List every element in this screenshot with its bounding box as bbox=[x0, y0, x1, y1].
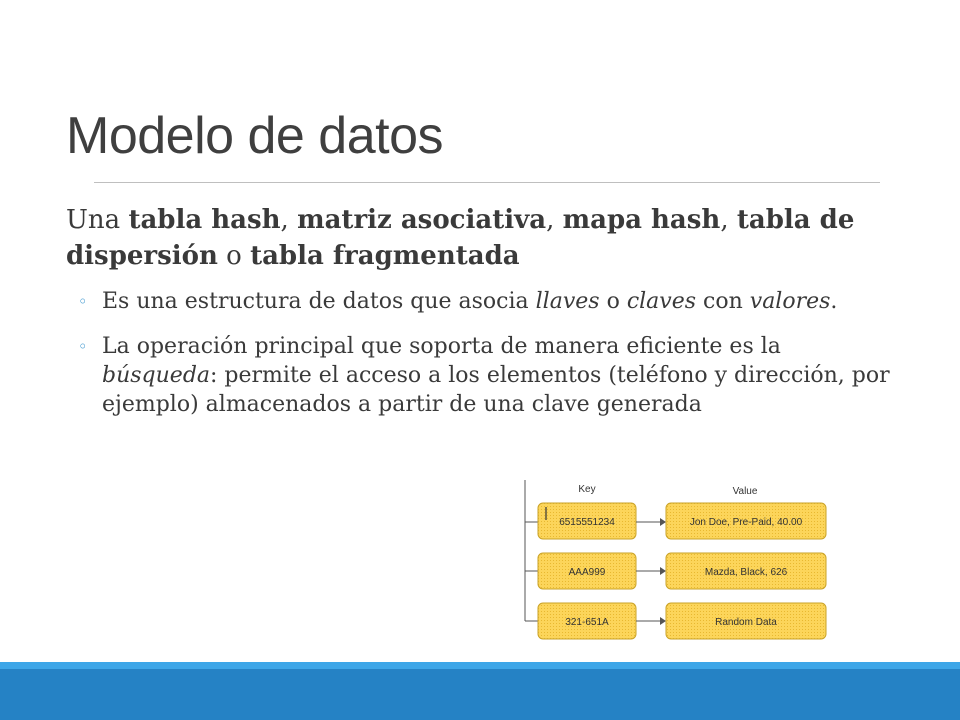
lead-text: Una bbox=[66, 205, 129, 235]
bullet-emphasis: valores bbox=[749, 289, 831, 314]
lead-text: o bbox=[217, 241, 251, 271]
bullet-text: con bbox=[696, 289, 750, 314]
bottom-accent-bar bbox=[0, 662, 960, 720]
lead-paragraph bbox=[66, 202, 866, 274]
value-label: Random Data bbox=[715, 617, 777, 628]
lead-term: tabla fragmentada bbox=[250, 241, 520, 271]
lead-text: , bbox=[280, 205, 298, 235]
bullet-list bbox=[78, 287, 898, 419]
lead-term: matriz asociativa bbox=[297, 205, 547, 235]
bullet-emphasis: búsqueda bbox=[102, 363, 211, 388]
bullet-emphasis: llaves bbox=[535, 289, 600, 314]
key-label: AAA999 bbox=[568, 567, 606, 578]
bullet-item-1 bbox=[78, 287, 898, 316]
hash-table-diagram bbox=[510, 475, 840, 650]
bullet-emphasis: claves bbox=[626, 289, 697, 314]
bullet-marker: ◦ bbox=[78, 292, 88, 311]
bottom-accent-highlight bbox=[0, 662, 960, 669]
value-label: Jon Doe, Pre-Paid, 40.00 bbox=[689, 517, 803, 528]
key-header: Key bbox=[578, 484, 596, 495]
bullet-text: . bbox=[830, 289, 838, 314]
bullet-text: Es una estructura de datos que asocia bbox=[102, 289, 536, 314]
bullet-marker: ◦ bbox=[78, 337, 88, 356]
bullet-text: La operación principal que soporta de manera eficiente es la bbox=[102, 334, 781, 359]
bullet-item-2 bbox=[78, 332, 898, 419]
arrow-head bbox=[660, 567, 666, 575]
lead-text: , bbox=[546, 205, 563, 235]
lead-term: tabla hash bbox=[128, 205, 281, 235]
value-header: Value bbox=[732, 486, 758, 497]
lead-text: , bbox=[720, 205, 737, 235]
key-label: 6515551234 bbox=[559, 517, 615, 528]
lead-term: mapa hash bbox=[562, 205, 721, 235]
key-label: 321-651A bbox=[565, 617, 609, 628]
bullet-text: o bbox=[599, 289, 627, 314]
slide-title: Modelo de datos bbox=[66, 107, 443, 165]
title-rule bbox=[94, 182, 880, 183]
arrow-head bbox=[660, 518, 666, 526]
lead-term: tabla de dispersión bbox=[66, 205, 855, 271]
arrow-head bbox=[660, 617, 666, 625]
value-label: Mazda, Black, 626 bbox=[704, 567, 788, 578]
bullet-text: : permite el acceso a los elementos (teléfono y dirección, por ejemplo) almacenados a partir de una clave generada bbox=[102, 363, 890, 417]
